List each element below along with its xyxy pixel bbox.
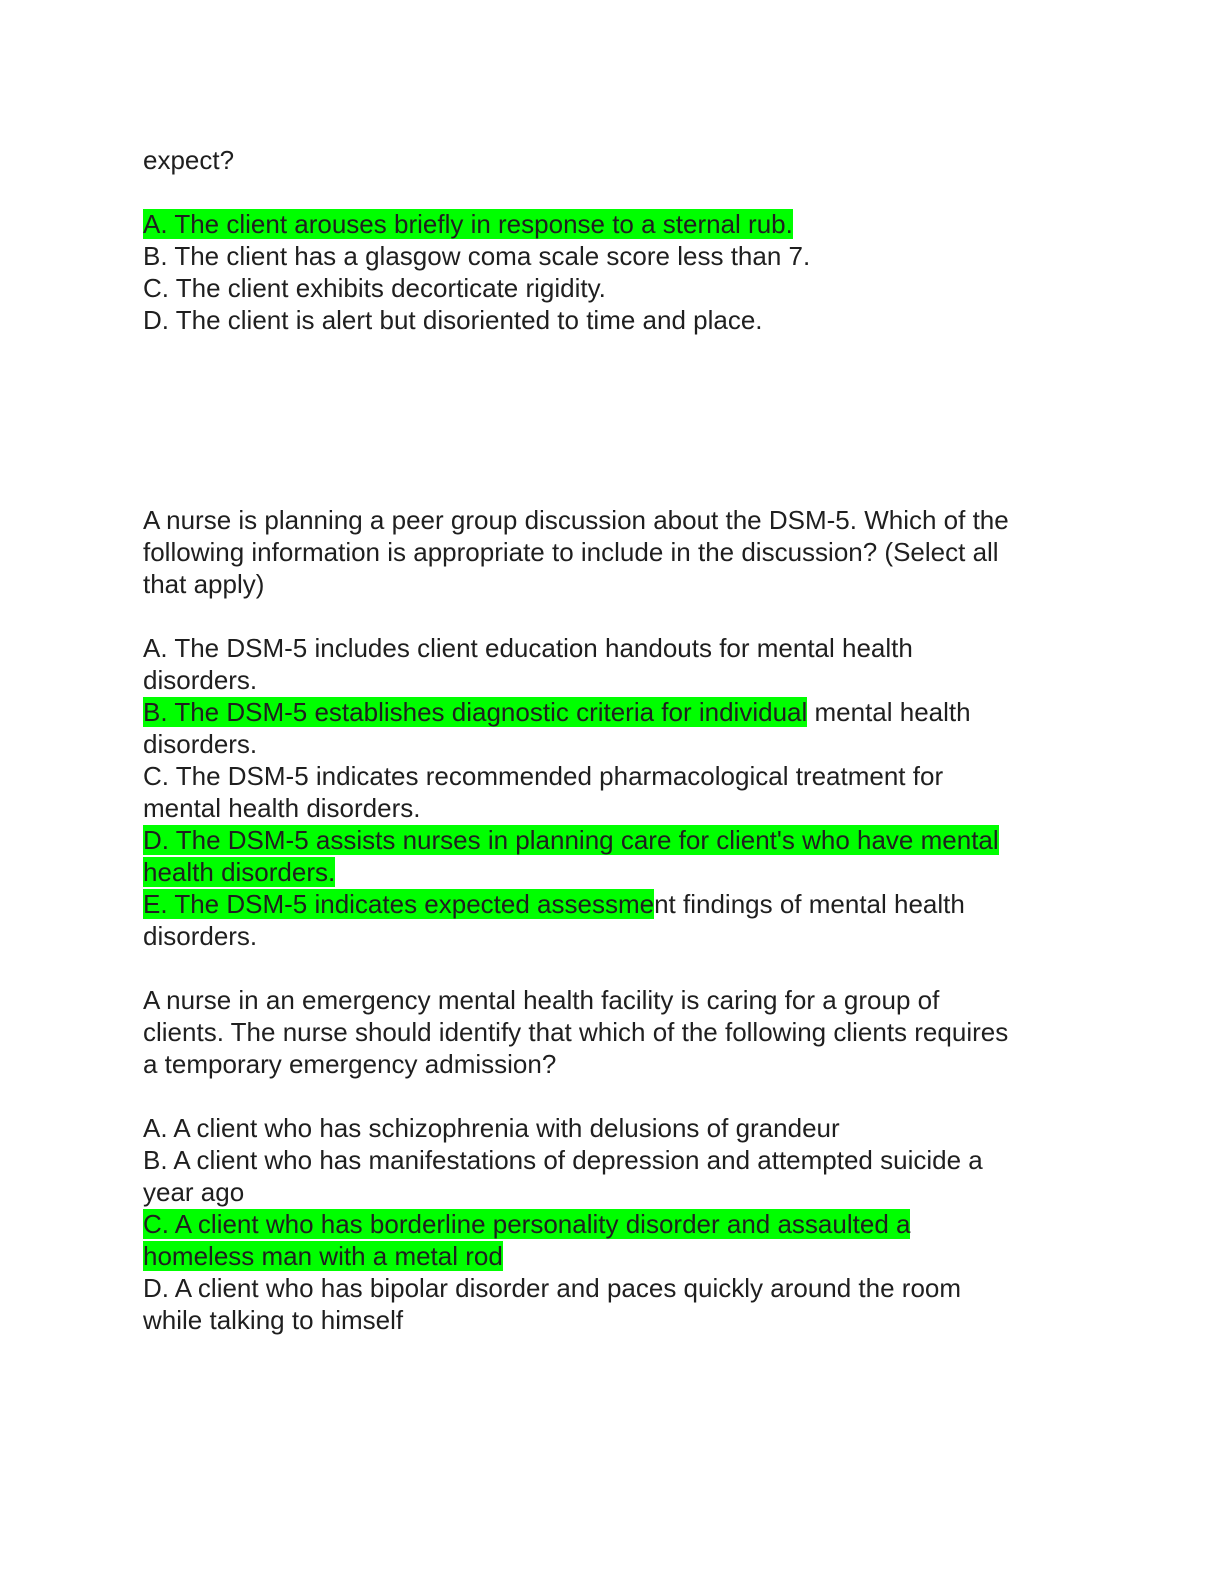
question-3-stem-line-2: clients. The nurse should identify that which of the following clients requires: [143, 1017, 1009, 1047]
question-3-option-b-line-2: year ago: [143, 1177, 245, 1207]
answer-highlight: B. The DSM-5 establishes diagnostic criteria for individual: [143, 697, 808, 727]
question-2-option-c-line-2: mental health disorders.: [143, 793, 421, 823]
question-3: [143, 984, 1083, 1336]
answer-highlight: homeless man with a metal rod: [143, 1241, 503, 1271]
question-3-option-a: A. A client who has schizophrenia with delusions of grandeur: [143, 1113, 840, 1143]
question-3-option-c-line-2: [143, 1240, 1083, 1272]
answer-highlight: D. The DSM-5 assists nurses in planning care for client's who have mental: [143, 825, 999, 855]
question-1-option-a: [143, 208, 1083, 240]
answer-highlight: E. The DSM-5 indicates expected assessme: [143, 889, 655, 919]
question-2: [143, 504, 1083, 952]
answer-highlight: A. The client arouses briefly in response to a sternal rub.: [143, 209, 793, 239]
question-3-option-d-line-2: while talking to himself: [143, 1305, 404, 1335]
question-2-option-d-line-2: [143, 856, 1083, 888]
question-2-stem-line-3: that apply): [143, 569, 265, 599]
question-2-stem-line-1: A nurse is planning a peer group discussion about the DSM-5. Which of the: [143, 505, 1009, 535]
question-2-option-a-line-1: A. The DSM-5 includes client education handouts for mental health: [143, 633, 913, 663]
question-2-option-b-line-1: [143, 696, 1083, 728]
question-3-stem-line-1: A nurse in an emergency mental health facility is caring for a group of: [143, 985, 940, 1015]
question-2-option-e-line-1: [143, 888, 1083, 920]
question-2-option-b-line-2: disorders.: [143, 729, 258, 759]
answer-highlight: C. A client who has borderline personality disorder and assaulted a: [143, 1209, 911, 1239]
question-2-option-e-line-2: disorders.: [143, 921, 258, 951]
question-3-option-c-line-1: [143, 1208, 1083, 1240]
answer-highlight: health disorders.: [143, 857, 336, 887]
question-2-stem-line-2: following information is appropriate to include in the discussion? (Select all: [143, 537, 999, 567]
question-2-option-b-rest: mental health: [807, 697, 971, 727]
question-3-option-b-line-1: B. A client who has manifestations of depression and attempted suicide a: [143, 1145, 983, 1175]
question-1-option-b: B. The client has a glasgow coma scale score less than 7.: [143, 241, 811, 271]
question-2-option-a-line-2: disorders.: [143, 665, 258, 695]
question-2-option-c-line-1: C. The DSM-5 indicates recommended pharmacological treatment for: [143, 761, 944, 791]
question-3-option-d-line-1: D. A client who has bipolar disorder and paces quickly around the room: [143, 1273, 962, 1303]
question-1-option-c: C. The client exhibits decorticate rigidity.: [143, 273, 606, 303]
question-1: [143, 144, 1083, 336]
question-2-option-e-rest: nt findings of mental health: [654, 889, 965, 919]
question-2-option-d-line-1: [143, 824, 1083, 856]
question-1-stem-end: expect?: [143, 145, 235, 175]
question-3-stem-line-3: a temporary emergency admission?: [143, 1049, 557, 1079]
question-1-option-d: D. The client is alert but disoriented to time and place.: [143, 305, 763, 335]
